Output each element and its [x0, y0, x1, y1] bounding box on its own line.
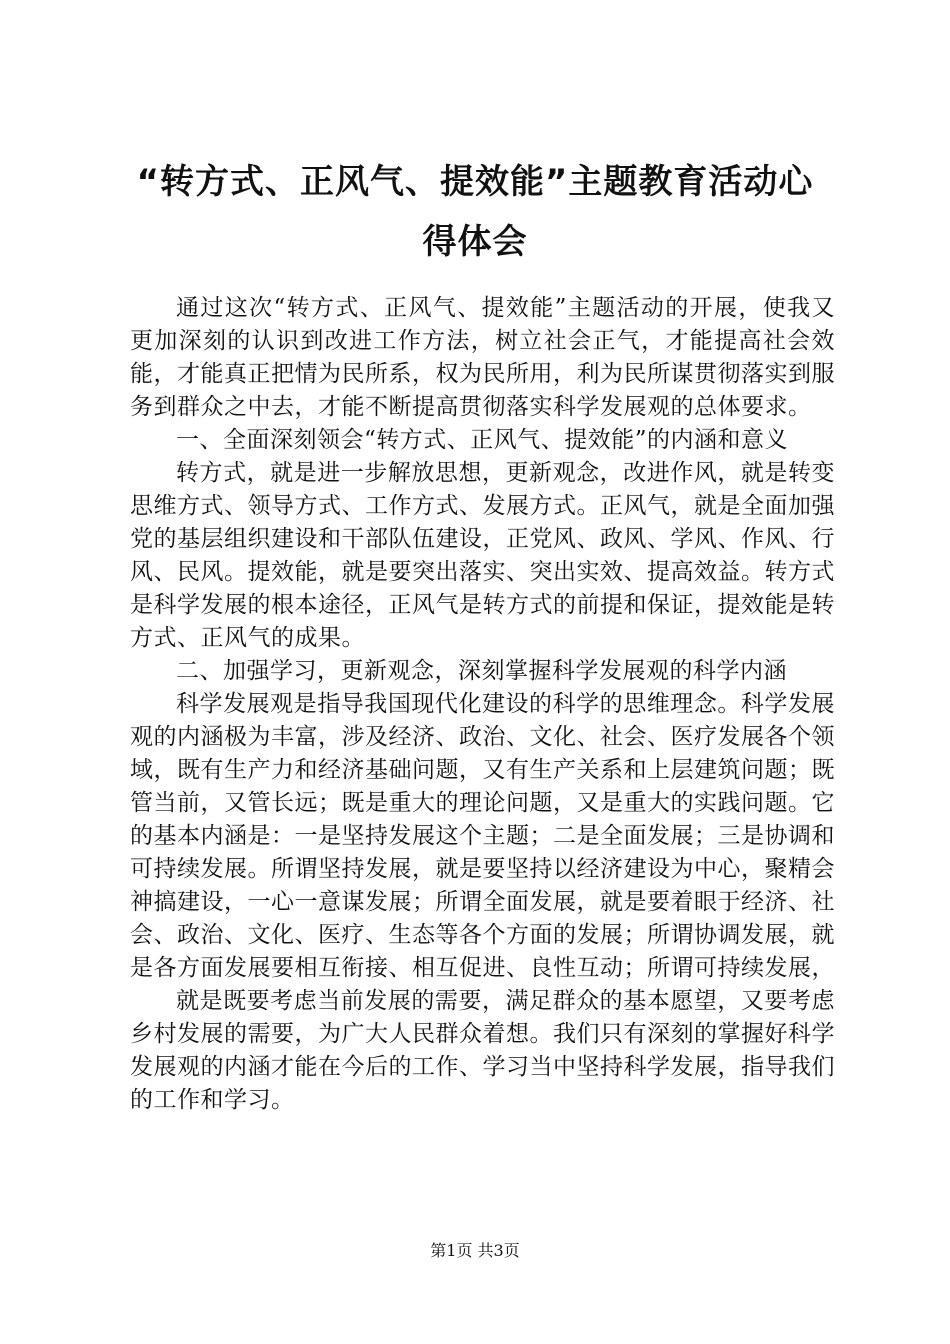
paragraph-intro: 通过这次“转方式、正风气、提效能”主题活动的开展，使我又更加深刻的认识到改进工作方法，树立社会正气，才能提高社会效能，才能真正把情为民所系，权为民所用，利为民所谋贯彻落实到服务到群众之中去，才能不断提高贯彻落实科学发展观的总体要求。: [130, 295, 835, 420]
document-body: [130, 292, 835, 1117]
section-heading-1: 一、全面深刻领会“转方式、正风气、提效能”的内涵和意义: [176, 427, 789, 453]
paragraph-conclusion: 就是既要考虑当前发展的需要，满足群众的基本愿望，又要考虑乡村发展的需要，为广大人民群众着想。我们只有深刻的掌握好科学发展观的内涵才能在今后的工作、学习当中坚持科学发展，指导我们的工作和学习。: [130, 988, 835, 1113]
document-title-line-1: “转方式、正风气、提效能”主题教育活动心: [136, 162, 814, 202]
paragraph-section-1: 转方式，就是进一步解放思想，更新观念，改进作风，就是转变思维方式、领导方式、工作方式、发展方式。正风气，就是全面加强党的基层组织建设和干部队伍建设，正党风、政风、学风、作风、行风、民风。提效能，就是要突出落实、突出实效、提高效益。转方式是科学发展的根本途径，正风气是转方式的前提和保证，提效能是转方式、正风气的成果。: [130, 460, 835, 651]
section-heading-2: 二、加强学习，更新观念，深刻掌握科学发展观的科学内涵: [176, 658, 787, 684]
document-title-line-2: 得体会: [422, 222, 528, 262]
page-number-footer: 第1页 共3页: [430, 1241, 520, 1260]
paragraph-section-2: 科学发展观是指导我国现代化建设的科学的思维理念。科学发展观的内涵极为丰富，涉及经济、政治、文化、社会、医疗发展各个领域，既有生产力和经济基础问题，又有生产关系和上层建筑问题；既管当前，又管长远；既是重大的理论问题，又是重大的实践问题。它的基本内涵是：一是坚持发展这个主题；二是全面发展；三是协调和可持续发展。所谓坚持发展，就是要坚持以经济建设为中心，聚精会神搞建设，一心一意谋发展；所谓全面发展，就是要着眼于经济、社会、政治、文化、医疗、生态等各个方面的发展；所谓协调发展，就是各方面发展要相互衔接、相互促进、良性互动；所谓可持续发展，: [130, 691, 835, 981]
